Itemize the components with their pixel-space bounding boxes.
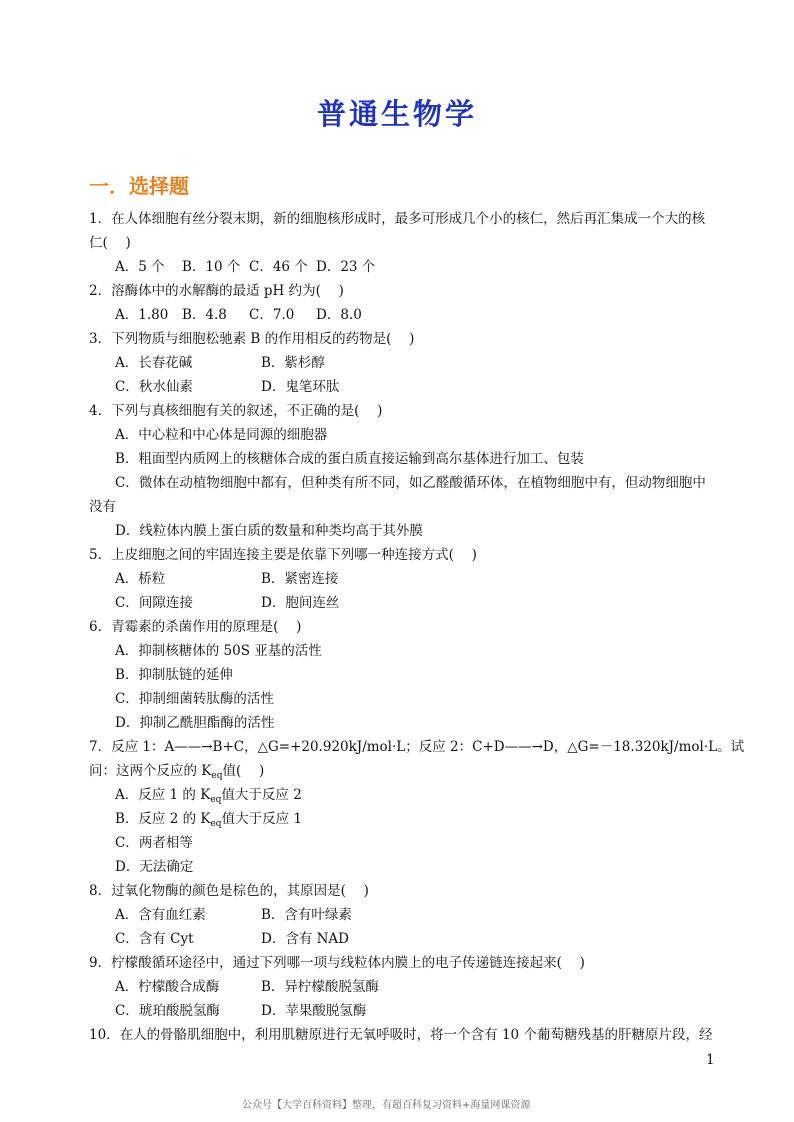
text-segment: A．柠檬酸合成酶 [115, 979, 220, 995]
option-text [115, 447, 584, 471]
text-segment: D．抑制乙酰胆酯酶的活性 [115, 715, 275, 731]
option-text [261, 903, 352, 927]
option-text [115, 927, 261, 951]
text-segment: A．桥粒 [115, 571, 166, 587]
option-text [261, 927, 349, 951]
option-line [89, 639, 717, 663]
text-segment: B．10 个 [182, 259, 241, 275]
question-line [89, 399, 717, 423]
option-text [182, 303, 249, 327]
option-text [115, 903, 261, 927]
option-text [115, 591, 261, 615]
option-line [89, 903, 717, 927]
question-line [89, 543, 717, 567]
text-segment: 没有 [89, 499, 116, 515]
text-segment: 3．下列物质与细胞松驰素 B 的作用相反的药物是( ) [89, 331, 415, 347]
text-segment: A．反应 1 的 K [115, 787, 211, 803]
option-text [261, 591, 339, 615]
option-line [89, 711, 717, 735]
question-text [89, 951, 585, 975]
text-segment: B．含有叶绿素 [261, 907, 352, 923]
text-segment: B．4.8 [182, 307, 227, 323]
option-line [89, 375, 717, 399]
text-segment: 7．反应 1：A——→B+C，△G=+20.920kJ/mol·L；反应 2：C+D——→D，△G=－18.320kJ/mol·L。试 [89, 739, 745, 755]
question-line [89, 279, 717, 303]
text-segment: A．5 个 [115, 259, 165, 275]
text-segment: C．含有 Cyt [115, 931, 194, 947]
text-segment: A．长春花碱 [115, 355, 193, 371]
option-line [89, 567, 717, 591]
option-text [182, 255, 249, 279]
option-line [89, 303, 717, 327]
text-segment: A．含有血红素 [115, 907, 206, 923]
option-line [89, 447, 717, 471]
section-heading: 一．选择题 [89, 174, 189, 198]
option-text [115, 351, 261, 375]
question-text [89, 327, 414, 351]
option-text [115, 663, 233, 687]
text-segment: B．异柠檬酸脱氢酶 [261, 979, 379, 995]
option-line [89, 663, 717, 687]
question-line [89, 951, 717, 975]
question-line [89, 735, 745, 759]
text-segment: A．1.80 [115, 307, 169, 323]
page-number: 1 [706, 1052, 715, 1068]
option-line [89, 687, 717, 711]
text-segment: C．7.0 [249, 307, 295, 323]
option-text [249, 255, 316, 279]
question-text [89, 735, 744, 759]
option-line [89, 831, 717, 855]
option-text [115, 807, 302, 831]
option-text [261, 567, 338, 591]
text-segment: 8．过氧化物酶的颜色是棕色的，其原因是( ) [89, 883, 369, 899]
option-line [89, 807, 717, 831]
text-segment: B．抑制肽链的延伸 [115, 667, 233, 683]
question-line [89, 759, 717, 783]
text-segment: C．46 个 [249, 259, 308, 275]
text-segment: 问：这两个反应的 K [89, 763, 212, 779]
footer-note: 公众号【大学百科资料】整理，有超百科复习资料+海量网课资源 [242, 1100, 531, 1111]
text-segment: 值大于反应 2 [221, 787, 302, 803]
text-segment: D．线粒体内膜上蛋白质的数量和种类均高于其外膜 [115, 523, 423, 539]
text-segment: 5．上皮细胞之间的牢固连接主要是依靠下列哪一种连接方式( ) [89, 547, 477, 563]
question-text [89, 495, 116, 519]
option-line [89, 783, 717, 807]
text-segment: 10．在人的骨骼肌细胞中，利用肌糖原进行无氧呼吸时，将一个含有 10 个葡萄糖残基的肝糖原片段，经 [89, 1027, 713, 1043]
option-text [115, 423, 327, 447]
text-segment: 6．青霉素的杀菌作用的原理是( ) [89, 619, 302, 635]
option-text [115, 687, 274, 711]
option-text [115, 711, 274, 735]
option-text [115, 639, 322, 663]
question-text [89, 399, 382, 423]
text-segment: B．紫杉醇 [261, 355, 325, 371]
text-segment: 2．溶酶体中的水解酶的最适 pH 约为( ) [89, 283, 344, 299]
option-text [115, 375, 261, 399]
option-text [115, 855, 193, 879]
question-line [89, 327, 717, 351]
option-text [115, 519, 423, 543]
option-text [261, 375, 339, 399]
option-text [261, 975, 379, 999]
option-line [89, 255, 717, 279]
question-line [89, 495, 717, 519]
text-segment: 值( ) [222, 763, 265, 779]
text-segment: B．反应 2 的 K [115, 811, 211, 827]
text-segment: D．苹果酸脱氢酶 [261, 1003, 367, 1019]
option-line [89, 351, 717, 375]
question-text [89, 207, 705, 231]
text-segment: C．两者相等 [115, 835, 193, 851]
option-line [89, 927, 717, 951]
option-text [115, 471, 706, 495]
option-text [115, 783, 302, 807]
option-line [89, 519, 717, 543]
question-line [89, 207, 717, 231]
text-segment: D．无法确定 [115, 859, 194, 875]
option-text [115, 999, 261, 1023]
text-segment: B．粗面型内质网上的核糖体合成的蛋白质直接运输到高尔基体进行加工、包装 [115, 451, 584, 467]
text-segment: 4．下列与真核细胞有关的叙述，不正确的是( ) [89, 403, 383, 419]
text-segment: 值大于反应 1 [221, 811, 302, 827]
text-segment: C．间隙连接 [115, 595, 193, 611]
option-line [89, 591, 717, 615]
option-text [115, 303, 182, 327]
option-line [89, 999, 717, 1023]
option-text [115, 975, 261, 999]
subscript: eq [210, 795, 222, 805]
text-segment: 9．柠檬酸循环途径中，通过下列哪一项与线粒体内膜上的电子传递链连接起来( ) [89, 955, 585, 971]
question-text [89, 759, 264, 783]
option-line [89, 471, 717, 495]
text-segment: D．鬼笔环肽 [261, 379, 340, 395]
text-segment: A．中心粒和中心体是同源的细胞器 [115, 427, 328, 443]
text-segment: D．含有 NAD [261, 931, 350, 947]
question-text [89, 879, 369, 903]
text-segment: C．秋水仙素 [115, 379, 193, 395]
text-segment: D．胞间连丝 [261, 595, 340, 611]
question-text [89, 1023, 712, 1047]
question-text [89, 279, 344, 303]
question-line [89, 1023, 717, 1047]
text-segment: D．23 个 [316, 259, 376, 275]
text-segment: 仁( ) [89, 235, 131, 251]
option-text [261, 351, 325, 375]
text-segment: C．微体在动植物细胞中都有，但种类有所不同，如乙醛酸循环体，在植物细胞中有，但动物细胞中 [115, 475, 706, 491]
question-text [89, 543, 477, 567]
option-text [115, 831, 193, 855]
text-segment: B．紧密连接 [261, 571, 339, 587]
subscript: eq [210, 819, 222, 829]
option-text [261, 999, 366, 1023]
option-text [316, 255, 375, 279]
subscript: eq [211, 771, 223, 781]
option-line [89, 855, 717, 879]
text-segment: C．抑制细菌转肽酶的活性 [115, 691, 274, 707]
text-segment: A．抑制核糖体的 50S 亚基的活性 [115, 643, 322, 659]
option-line [89, 423, 717, 447]
option-text [316, 303, 362, 327]
option-text [115, 255, 182, 279]
text-segment: C．琥珀酸脱氢酶 [115, 1003, 220, 1019]
document-title: 普通生物学 [316, 97, 477, 131]
text-segment: D．8.0 [316, 307, 362, 323]
question-line [89, 879, 717, 903]
option-text [115, 567, 261, 591]
question-text [89, 615, 301, 639]
text-segment: 1．在人体细胞有丝分裂末期，新的细胞核形成时，最多可形成几个小的核仁，然后再汇集成一个大的核 [89, 211, 706, 227]
option-line [89, 975, 717, 999]
option-text [249, 303, 316, 327]
question-line [89, 615, 717, 639]
question-list [89, 207, 745, 1047]
question-text [89, 231, 131, 255]
question-line [89, 231, 717, 255]
